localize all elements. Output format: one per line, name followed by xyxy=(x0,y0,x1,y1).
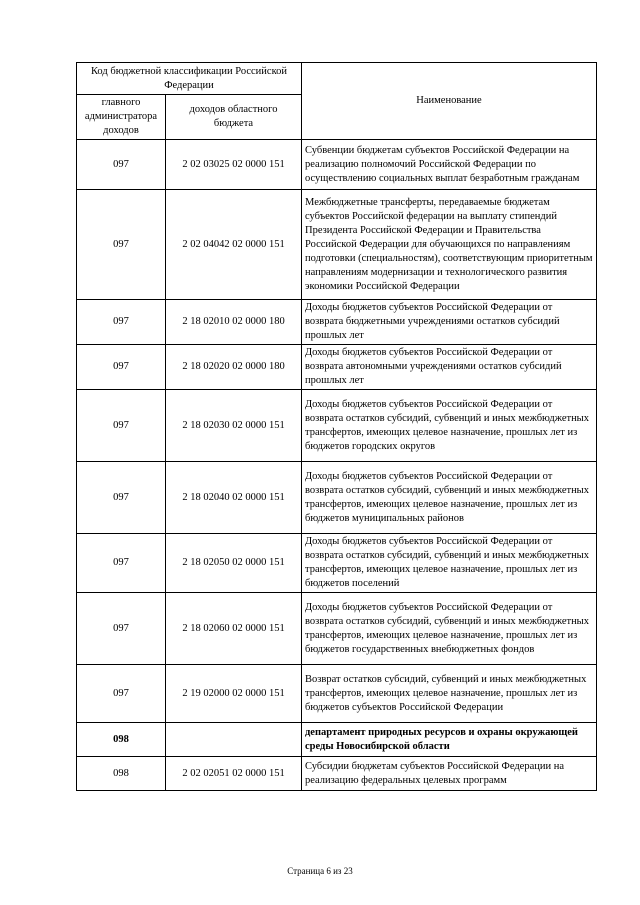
income-code-cell xyxy=(166,723,302,757)
table-row xyxy=(77,190,597,300)
income-code-cell: 2 18 02020 02 0000 180 xyxy=(166,345,302,390)
table-row xyxy=(77,723,597,757)
admin-code-cell: 098 xyxy=(77,757,166,791)
table-row xyxy=(77,140,597,190)
page-number: Страница 6 из 23 xyxy=(287,866,353,876)
description-cell: Межбюджетные трансферты, передаваемые бюджетам субъектов Российской федерации на выплату стипендий Президента Российской Федерации и Правительства Российской Федерации для обучающихся по направлениям подготовки (специальностям), соответствующим приоритетным направлениям модернизации и технологического развития экономики Российской Федерации xyxy=(302,190,597,300)
admin-code-cell: 097 xyxy=(77,190,166,300)
description-cell: Доходы бюджетов субъектов Российской Федерации от возврата остатков субсидий, субвенций и иных межбюджетных трансфертов, имеющих целевое назначение, прошлых лет из бюджетов городских округов xyxy=(302,390,597,462)
table-row xyxy=(77,345,597,390)
admin-code-cell: 097 xyxy=(77,462,166,534)
income-code-cell: 2 18 02060 02 0000 151 xyxy=(166,593,302,665)
description-cell: Доходы бюджетов субъектов Российской Федерации от возврата остатков субсидий, субвенций и иных межбюджетных трансфертов, имеющих целевое назначение, прошлых лет из бюджетов муниципальных районов xyxy=(302,462,597,534)
table-row xyxy=(77,462,597,534)
admin-code-cell: 097 xyxy=(77,593,166,665)
admin-code-cell: 098 xyxy=(77,723,166,757)
revenue-classification-table xyxy=(76,62,597,791)
header-name: Наименование xyxy=(302,63,597,140)
income-code-cell: 2 02 04042 02 0000 151 xyxy=(166,190,302,300)
description-cell: Доходы бюджетов субъектов Российской Федерации от возврата остатков субсидий, субвенций и иных межбюджетных трансфертов, имеющих целевое назначение, прошлых лет из бюджетов поселений xyxy=(302,534,597,593)
description-cell: Возврат остатков субсидий, субвенций и иных межбюджетных трансфертов, имеющих целевое назначение, прошлых лет из бюджетов субъектов Российской Федерации xyxy=(302,665,597,723)
description-cell: департамент природных ресурсов и охраны окружающей среды Новосибирской области xyxy=(302,723,597,757)
admin-code-cell: 097 xyxy=(77,300,166,345)
description-cell: Доходы бюджетов субъектов Российской Федерации от возврата автономными учреждениями остатков субсидий прошлых лет xyxy=(302,345,597,390)
table-row xyxy=(77,757,597,791)
admin-code-cell: 097 xyxy=(77,390,166,462)
income-code-cell: 2 02 02051 02 0000 151 xyxy=(166,757,302,791)
table-body xyxy=(77,140,597,791)
admin-code-cell: 097 xyxy=(77,345,166,390)
income-code-cell: 2 02 03025 02 0000 151 xyxy=(166,140,302,190)
description-cell: Субвенции бюджетам субъектов Российской Федерации на реализацию полномочий Российской Федерации по осуществлению социальных выплат безработным гражданам xyxy=(302,140,597,190)
description-cell: Доходы бюджетов субъектов Российской Федерации от возврата бюджетными учреждениями остатков субсидий прошлых лет xyxy=(302,300,597,345)
admin-code-cell: 097 xyxy=(77,534,166,593)
income-code-cell: 2 18 02050 02 0000 151 xyxy=(166,534,302,593)
table-row xyxy=(77,534,597,593)
income-code-cell: 2 18 02010 02 0000 180 xyxy=(166,300,302,345)
income-code-cell: 2 19 02000 02 0000 151 xyxy=(166,665,302,723)
admin-code-cell: 097 xyxy=(77,140,166,190)
table-row xyxy=(77,390,597,462)
table-row xyxy=(77,593,597,665)
income-code-cell: 2 18 02030 02 0000 151 xyxy=(166,390,302,462)
description-cell: Доходы бюджетов субъектов Российской Федерации от возврата остатков субсидий, субвенций и иных межбюджетных трансфертов, имеющих целевое назначение, прошлых лет из бюджетов государственных внебюджетных фондов xyxy=(302,593,597,665)
description-cell: Субсидии бюджетам субъектов Российской Федерации на реализацию федеральных целевых программ xyxy=(302,757,597,791)
table-row xyxy=(77,665,597,723)
table-row xyxy=(77,300,597,345)
header-budget-classification: Код бюджетной классификации Российской Федерации xyxy=(77,63,302,95)
income-code-cell: 2 18 02040 02 0000 151 xyxy=(166,462,302,534)
header-admin-code: главного администратора доходов xyxy=(77,95,166,140)
admin-code-cell: 097 xyxy=(77,665,166,723)
header-income-code: доходов областного бюджета xyxy=(166,95,302,140)
